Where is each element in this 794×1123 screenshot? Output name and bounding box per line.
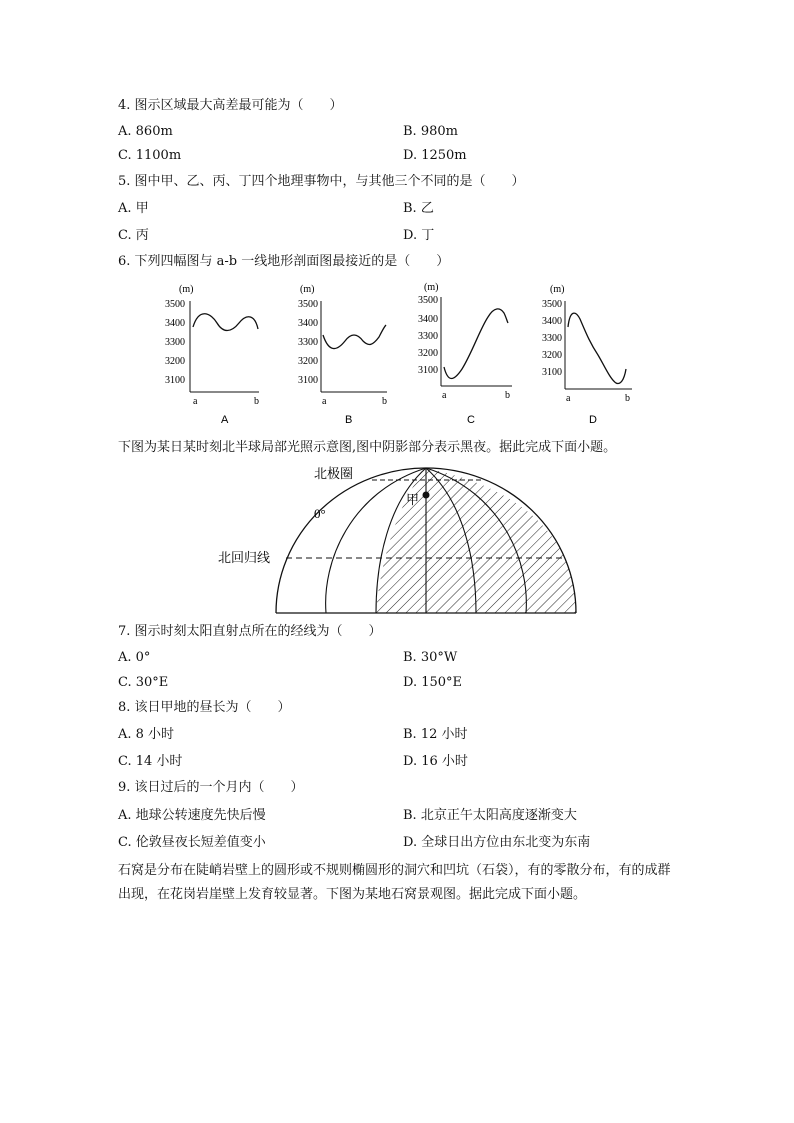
chart-c-ytick: 3500: [418, 295, 438, 306]
chart-a-unit: (m): [179, 284, 194, 295]
q5-option-b: B. 乙: [403, 201, 434, 216]
q5-option-a: A. 甲: [118, 201, 149, 216]
q8-option-d: D. 16 小时: [403, 754, 468, 769]
chart-d-ytick: 3200: [542, 350, 562, 361]
q4-option-b: B. 980m: [403, 124, 458, 139]
q9-option-a: A. 地球公转速度先快后慢: [118, 808, 266, 823]
chart-a-x-b: b: [254, 396, 259, 407]
chart-c-x-a: a: [442, 390, 447, 401]
q8-option-c: C. 14 小时: [118, 754, 183, 769]
tropic-label: 北回归线: [218, 550, 271, 565]
chart-c-ytick: 3200: [418, 348, 438, 359]
chart-c-x-b: b: [505, 390, 510, 401]
q9-option-d: D. 全球日出方位由东北变为东南: [403, 835, 591, 850]
chart-a-x-a: a: [193, 396, 198, 407]
q4-option-a: A. 860m: [118, 124, 173, 139]
q4-option-c: C. 1100m: [118, 148, 182, 163]
q7-option-d: D. 150°E: [403, 675, 463, 690]
chart-d-unit: (m): [550, 284, 565, 295]
q5-option-d: D. 丁: [403, 228, 435, 243]
arctic-circle-label: 北极圈: [314, 466, 354, 481]
q4-option-d: D. 1250m: [403, 148, 467, 163]
chart-c-ytick: 3100: [418, 365, 438, 376]
q7-option-b: B. 30°W: [403, 650, 458, 665]
chart-c-label: C: [467, 414, 475, 425]
point-jia-marker: [423, 492, 430, 499]
chart-b-x-a: a: [322, 396, 327, 407]
chart-b-x-b: b: [382, 396, 387, 407]
chart-d-label: D: [589, 414, 597, 425]
point-jia-label: 甲: [406, 492, 420, 507]
chart-a-label: A: [221, 414, 229, 425]
chart-a-ytick: 3300: [165, 337, 185, 348]
q7-option-c: C. 30°E: [118, 675, 169, 690]
chart-b-ytick: 3400: [298, 318, 318, 329]
q5-option-c: C. 丙: [118, 228, 149, 243]
chart-d-profile-line: [568, 313, 626, 383]
chart-b-ytick: 3200: [298, 356, 318, 367]
chart-b-unit: (m): [300, 284, 315, 295]
chart-c-ytick: 3300: [418, 331, 438, 342]
meridian-zero-label: 0°: [314, 506, 326, 521]
q9-option-b: B. 北京正午太阳高度逐渐变大: [403, 808, 577, 823]
chart-d-ytick: 3500: [542, 299, 562, 310]
q6-stem: 6. 下列四幅图与 a-b 一线地形剖面图最接近的是（ ）: [118, 254, 450, 269]
chart-b-ytick: 3300: [298, 337, 318, 348]
intro-illumination: 下图为某日某时刻北半球局部光照示意图,图中阴影部分表示黑夜。据此完成下面小题。: [118, 440, 617, 455]
q8-option-b: B. 12 小时: [403, 727, 468, 742]
q8-option-a: A. 8 小时: [118, 727, 175, 742]
q5-stem: 5. 图中甲、乙、丙、丁四个地理事物中，与其他三个不同的是（ ）: [118, 174, 525, 189]
q8-stem: 8. 该日甲地的昼长为（ ）: [118, 700, 291, 715]
profile-chart-a: [155, 283, 275, 425]
chart-a-ytick: 3400: [165, 318, 185, 329]
chart-d-ytick: 3300: [542, 333, 562, 344]
chart-d-ytick: 3400: [542, 316, 562, 327]
profile-chart-c: [408, 281, 528, 425]
chart-b-label: B: [345, 414, 353, 425]
chart-a-ytick: 3200: [165, 356, 185, 367]
q4-stem: 4. 图示区域最大高差最可能为（ ）: [118, 98, 343, 113]
profile-chart-d: [532, 283, 652, 425]
night-area: [376, 468, 576, 613]
chart-a-profile-line: [193, 314, 258, 331]
chart-b-ytick: 3500: [298, 299, 318, 310]
chart-c-profile-line: [444, 309, 508, 379]
chart-b-ytick: 3100: [298, 375, 318, 386]
chart-a-ytick: 3500: [165, 299, 185, 310]
chart-b-profile-line: [323, 325, 386, 349]
q7-stem: 7. 图示时刻太阳直射点所在的经线为（ ）: [118, 624, 382, 639]
q9-stem: 9. 该日过后的一个月内（ ）: [118, 780, 304, 795]
chart-a-ytick: 3100: [165, 375, 185, 386]
illumination-diagram: [210, 462, 590, 618]
q9-option-c: C. 伦敦昼夜长短差值变小: [118, 835, 266, 850]
intro-stone-nest: 石窝是分布在陡峭岩壁上的圆形或不规则椭圆形的洞穴和凹坑（石袋），有的零散分布，有的成群出现，在花岗岩崖壁上发育较显著。下图为某地石窝景观图。据此完成下面小题。: [118, 863, 671, 902]
chart-d-x-a: a: [566, 393, 571, 404]
chart-c-unit: (m): [424, 282, 439, 293]
q7-option-a: A. 0°: [118, 650, 151, 665]
chart-d-x-b: b: [625, 393, 630, 404]
chart-d-ytick: 3100: [542, 367, 562, 378]
profile-chart-b: [283, 283, 403, 425]
chart-c-ytick: 3400: [418, 314, 438, 325]
